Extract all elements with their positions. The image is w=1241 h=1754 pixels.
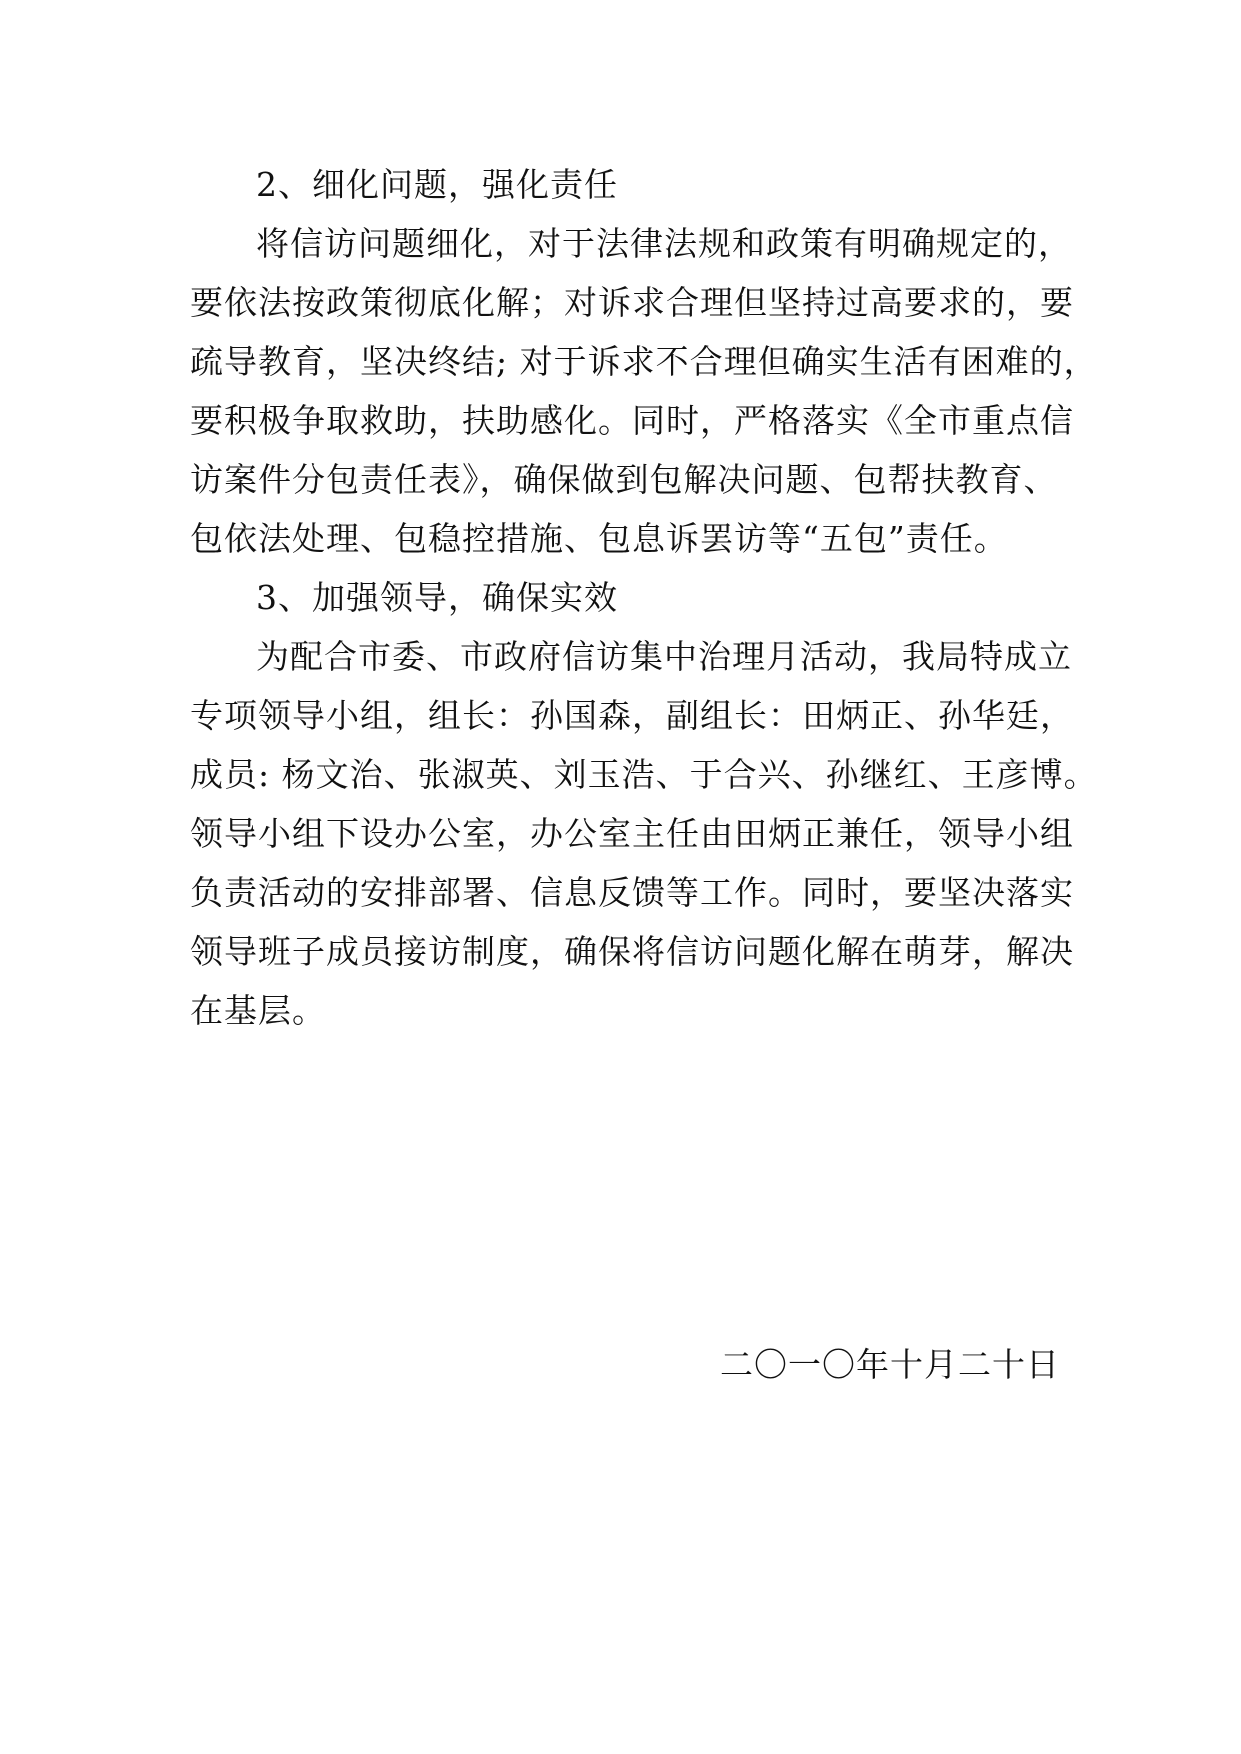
document-date: 二〇一〇年十月二十日 (720, 1345, 1060, 1384)
section-2-line: 疏导教育，坚决终结; 对于诉求不合理但确实生活有困难的， (190, 342, 1098, 381)
section-3-line: 在基层。 (190, 991, 326, 1030)
section-3-heading: 3、加强领导，确保实效 (256, 578, 618, 617)
document-body (190, 155, 1098, 1040)
section-2-line: 要依法按政策彻底化解；对诉求合理但坚持过高要求的，要 (190, 283, 1074, 322)
section-2-line: 将信访问题细化，对于法律法规和政策有明确规定的， (256, 224, 1072, 263)
section-2-line: 包依法处理、包稳控措施、包息诉罢访等“五包”责任。 (190, 519, 1008, 558)
section-3-line: 专项领导小组，组长：孙国森，副组长：田炳正、孙华廷， (190, 696, 1074, 735)
section-2-heading: 2、细化问题，强化责任 (256, 165, 618, 204)
section-3-line: 为配合市委、市政府信访集中治理月活动，我局特成立 (256, 637, 1072, 676)
section-3-line: 领导班子成员接访制度，确保将信访问题化解在萌芽，解决 (190, 932, 1074, 971)
section-3-line: 领导小组下设办公室，办公室主任由田炳正兼任，领导小组 (190, 814, 1074, 853)
section-2-line: 要积极争取救助，扶助感化。同时，严格落实《全市重点信 (190, 401, 1074, 440)
section-2-line: 访案件分包责任表》，确保做到包解决问题、包帮扶教育、 (190, 460, 1058, 499)
section-3-line: 负责活动的安排部署、信息反馈等工作。同时，要坚决落实 (190, 873, 1074, 912)
section-3-line: 成员: 杨文治、张淑英、刘玉浩、于合兴、孙继红、王彦博。 (190, 755, 1098, 794)
